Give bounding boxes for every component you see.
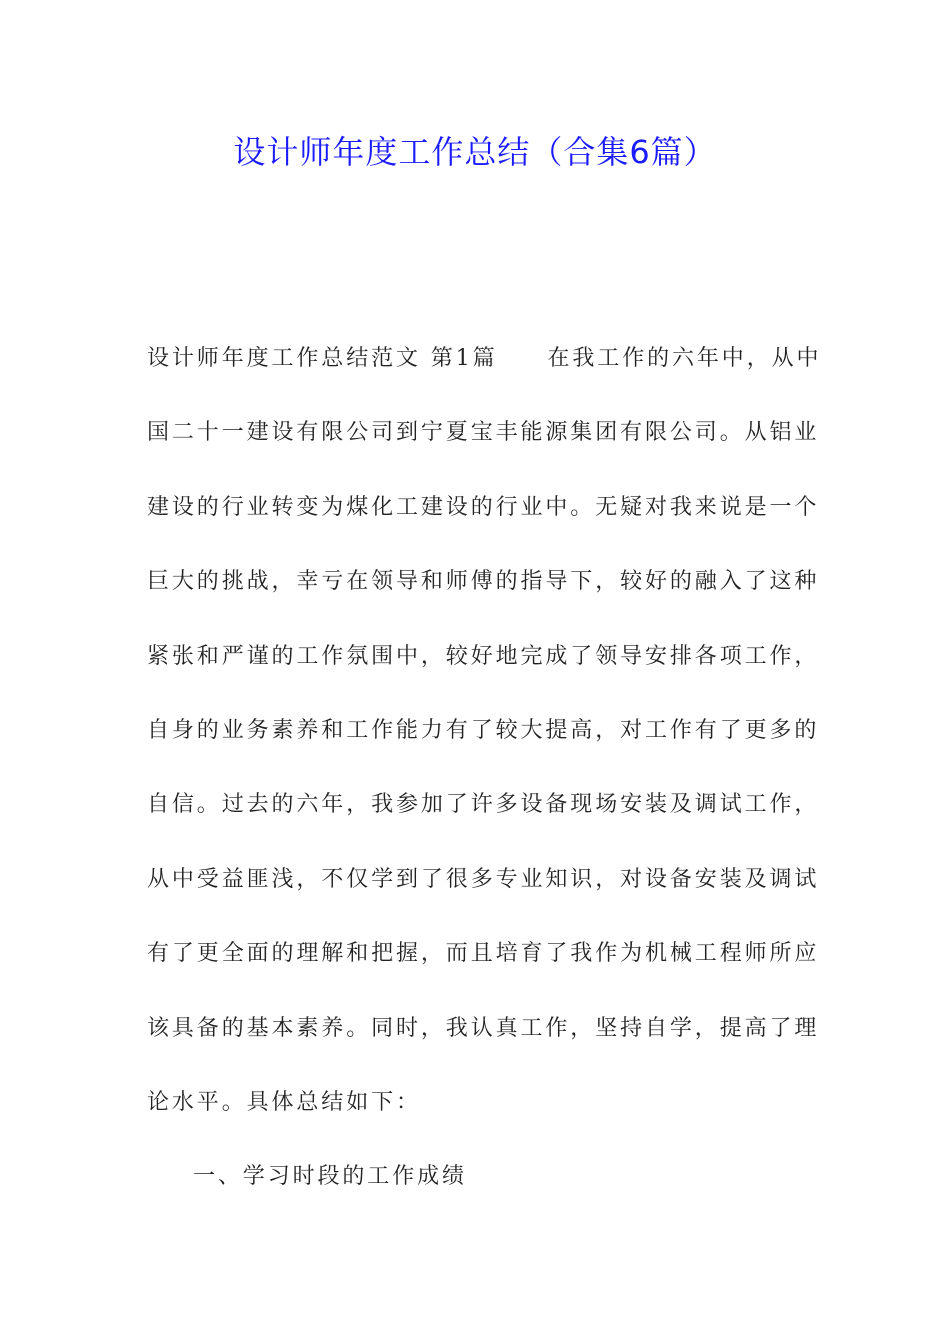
subsection-heading: 一、学习时段的工作成绩 [193, 1164, 467, 1190]
paragraph-line-10: 该具备的基本素养。同时，我认真工作，坚持自学，提高了理 [147, 1015, 820, 1041]
section-heading: 设计师年度工作总结范文 第1篇 [147, 346, 498, 371]
paragraph-line-8: 从中受益匪浅，不仅学到了很多专业知识，对设备安装及调试 [147, 866, 820, 892]
paragraph-line-7: 自信。过去的六年，我参加了许多设备现场安装及调试工作， [147, 792, 820, 818]
paragraph-line-3: 建设的行业转变为煤化工建设的行业中。无疑对我来说是一个 [147, 494, 820, 520]
paragraph-line-5: 紧张和严谨的工作氛围中，较好地完成了领导安排各项工作， [147, 643, 820, 669]
document-title: 设计师年度工作总结（合集6篇） [233, 133, 717, 171]
paragraph-text: 在我工作的六年中，从中 [547, 346, 822, 371]
paragraph-line-4: 巨大的挑战，幸亏在领导和师傅的指导下，较好的融入了这种 [147, 569, 820, 595]
paragraph-line-11: 论水平。具体总结如下： [147, 1089, 421, 1115]
paragraph-line-6: 自身的业务素养和工作能力有了较大提高，对工作有了更多的 [147, 717, 820, 743]
document-body [147, 335, 822, 1228]
paragraph-line-9: 有了更全面的理解和把握，而且培育了我作为机械工程师所应 [147, 941, 820, 967]
paragraph-line-2: 国二十一建设有限公司到宁夏宝丰能源集团有限公司。从铝业 [147, 420, 820, 446]
paragraph-line-1 [147, 335, 822, 409]
